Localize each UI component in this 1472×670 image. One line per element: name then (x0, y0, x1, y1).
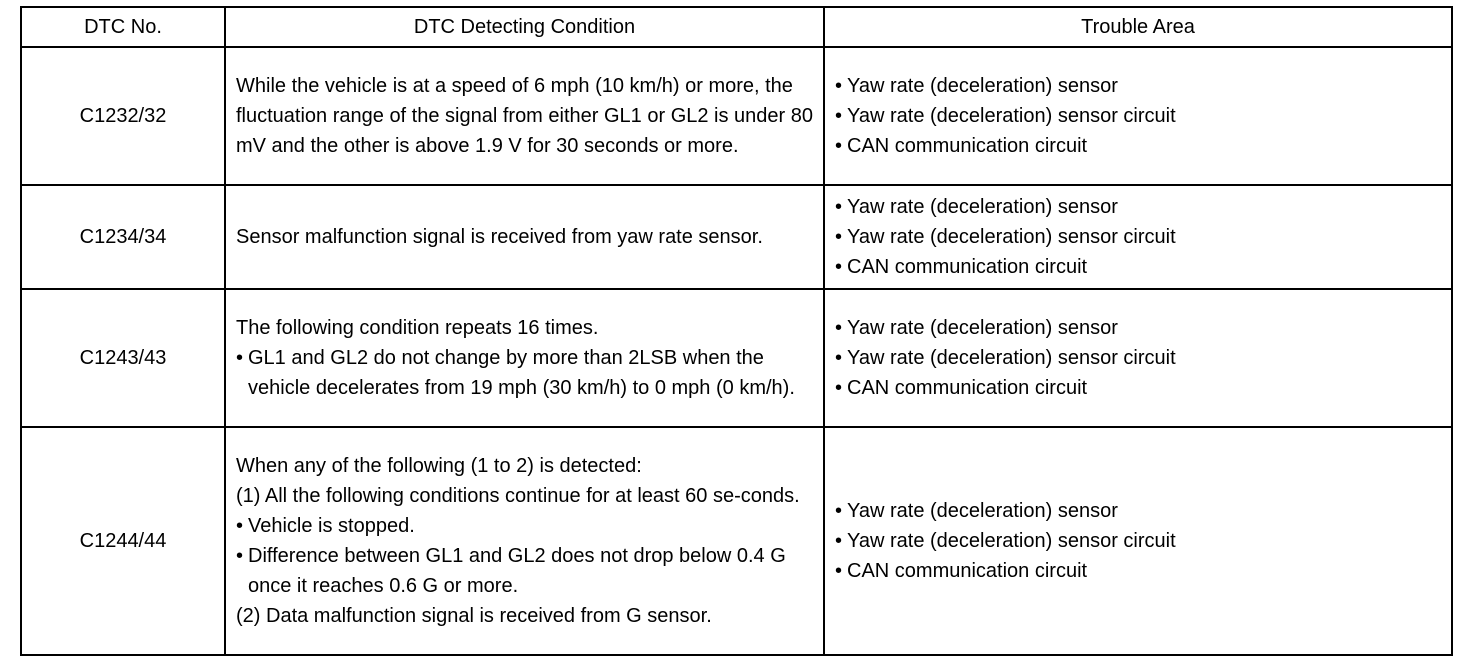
trouble-area-item: • CAN communication circuit (835, 556, 1443, 586)
header-dtc-no: DTC No. (21, 7, 225, 47)
dtc-code: C1234/34 (21, 185, 225, 289)
detecting-condition (225, 47, 824, 185)
trouble-area-item: • Yaw rate (deceleration) sensor circuit (835, 343, 1443, 373)
trouble-area-item: • CAN communication circuit (835, 373, 1443, 403)
table-row (21, 289, 1452, 427)
trouble-area (824, 47, 1452, 185)
trouble-area-item: • CAN communication circuit (835, 131, 1443, 161)
condition-item-2: (2) Data malfunction signal is received from G sensor. (236, 605, 712, 627)
trouble-area (824, 427, 1452, 655)
detecting-condition (225, 427, 824, 655)
condition-text: Sensor malfunction signal is received from yaw rate sensor. (236, 226, 763, 248)
detecting-condition (225, 289, 824, 427)
trouble-area-item: • Yaw rate (deceleration) sensor circuit (835, 222, 1443, 252)
detecting-condition (225, 185, 824, 289)
table-row (21, 185, 1452, 289)
condition-bullet: • GL1 and GL2 do not change by more than 2LSB when the vehicle decelerates from 19 mph (30 km/h) to 0 mph (0 km/h). (236, 343, 815, 403)
dtc-table (20, 6, 1453, 656)
trouble-area-item: • Yaw rate (deceleration) sensor (835, 71, 1443, 101)
table-header-row (21, 7, 1452, 47)
trouble-area-item: • Yaw rate (deceleration) sensor circuit (835, 526, 1443, 556)
trouble-area-item: • Yaw rate (deceleration) sensor (835, 192, 1443, 222)
condition-text: While the vehicle is at a speed of 6 mph (10 km/h) or more, the fluctuation range of the signal from either GL1 or GL2 is under 80 mV and the other is above 1.9 V for 30 seconds or more. (236, 75, 814, 157)
condition-bullet: • Vehicle is stopped. (236, 511, 815, 541)
condition-bullet: • Difference between GL1 and GL2 does not drop below 0.4 G once it reaches 0.6 G or more. (236, 541, 815, 601)
table-row (21, 47, 1452, 185)
condition-text: The following condition repeats 16 times. (236, 317, 599, 339)
condition-item-1: (1) All the following conditions continue for at least 60 se-conds. (236, 485, 800, 507)
dtc-code: C1232/32 (21, 47, 225, 185)
trouble-area-item: • Yaw rate (deceleration) sensor (835, 313, 1443, 343)
condition-intro: When any of the following (1 to 2) is detected: (236, 455, 642, 477)
trouble-area (824, 289, 1452, 427)
dtc-code: C1243/43 (21, 289, 225, 427)
dtc-code: C1244/44 (21, 427, 225, 655)
trouble-area-item: • Yaw rate (deceleration) sensor (835, 496, 1443, 526)
table-row (21, 427, 1452, 655)
trouble-area (824, 185, 1452, 289)
header-detecting-condition: DTC Detecting Condition (225, 7, 824, 47)
header-trouble-area: Trouble Area (824, 7, 1452, 47)
trouble-area-item: • CAN communication circuit (835, 252, 1443, 282)
trouble-area-item: • Yaw rate (deceleration) sensor circuit (835, 101, 1443, 131)
